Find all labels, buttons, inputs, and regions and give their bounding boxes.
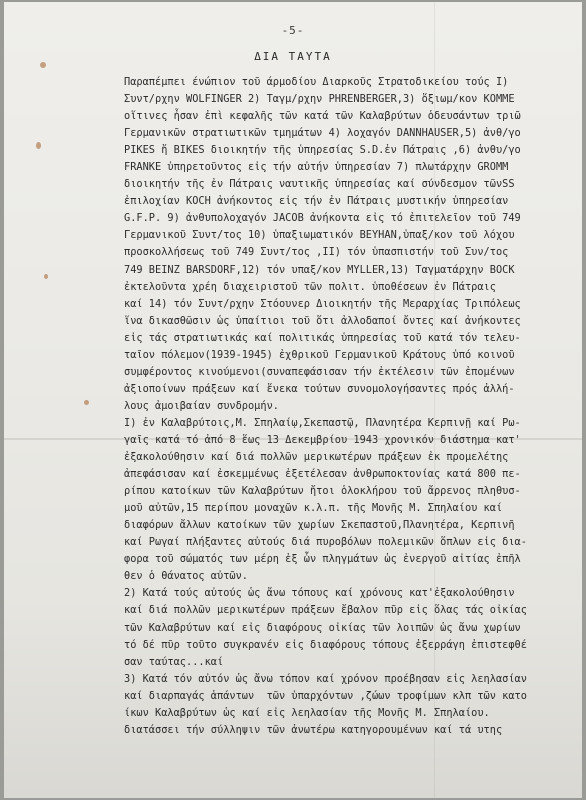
text-line: Γερμανικοῦ Συντ/τος 10) ὑπαξιωματικόν BEYHAN,ὑπαξ/κον τοῦ λόχου bbox=[124, 229, 515, 242]
text-line: τό δέ πῦρ τοῦτο συγκρανέν εἰς διαφόρους τόπους ἐξερράγη ἐπιστεφθέ bbox=[124, 638, 527, 651]
text-line: ρίπου κατοίκων τῶν Καλαβρύτων ἤτοι ὁλοκλήρου τοῦ ἄρρενος πληθυσ- bbox=[124, 485, 521, 498]
text-line: ἵνα δικασθῶσιν ὡς ὑπαίτιοι τοῦ ὅτι ἀλλοδαποί ὄντες καί ἀνήκοντες bbox=[124, 314, 521, 327]
document-heading: ΔΙΑ ΤΑΥΤΑ bbox=[254, 50, 332, 63]
text-line: ἐπιλοχίαν KOCH ἀνήκοντος εἰς τήν ἐν Πάτραις μυστικήν ὑπηρεσίαν bbox=[124, 195, 509, 208]
page-number: -5- bbox=[281, 24, 305, 37]
text-line: ἀξιοποίνων πράξεων καί ἕνεκα τούτων συνομολογήσαντες πρός ἀλλή- bbox=[124, 382, 515, 395]
text-line: διαφόρων ἄλλων κατοίκων τῶν χωρίων Σκεπαστοῦ,Πλανητέρα, Κερπινῆ bbox=[124, 519, 515, 532]
text-line: 2) Κατά τούς αὐτούς ὡς ἄνω τόπους καί χρόνους κατ'ἐξακολούθησιν bbox=[124, 587, 515, 600]
rust-stain bbox=[36, 142, 41, 149]
text-line: Παραπέμπει ένώπιον τοῦ άρμοδίου Διαρκοῦς Στρατοδικείου τούς Ι) bbox=[124, 76, 509, 88]
text-line: διοικητήν τῆς ἐν Πάτραις ναυτικῆς ὑπηρεσίας καί σύνδεσμον τῶνSS bbox=[124, 178, 515, 191]
text-line: μοῦ αὐτῶν,15 περίπου μοναχῶν κ.λ.π. τῆς Μονῆς Μ. Σπηλαίου καί bbox=[124, 502, 503, 515]
text-line: ἀπεφάσισαν καί ἐσκεμμένως ἐξετέλεσαν ἀνθρωποκτονίας κατά 800 πε- bbox=[124, 468, 521, 481]
text-line: καί διά πολλῶν μερικωτέρων πράξεων ἔβαλον πῦρ εἰς ὅλας τάς οἰκίας bbox=[124, 604, 527, 617]
text-line: καί 14) τόν Συντ/ρχην Στόουνερ Διοικητήν τῆς Μεραρχίας Τριπόλεως bbox=[124, 297, 521, 310]
text-line: καί διαρπαγάς ἁπάντων τῶν ὑπαρχόντων ,ζώων τροφίμων κλπ τῶν κατο bbox=[124, 689, 527, 702]
text-line: οἵτινες ἦσαν ἐπὶ κεφαλῆς τῶν κατά τῶν Καλαβρύτων ὁδευσάντων τριῶ bbox=[124, 110, 521, 123]
text-line: διατάσσει τήν σύλληψιν τῶν ἀνωτέρω κατηγορουμένων καί τά υτης bbox=[124, 723, 503, 736]
document-page bbox=[4, 2, 582, 798]
text-line: συμφέροντος κινούμενοι(συναπεφάσισαν τήν ἐκτέλεσιν τῶν ἐπομένων bbox=[124, 365, 515, 378]
text-line: G.F.P. 9) ἀνθυπολοχαγόν JACOB ἀνήκοντα εἰς τό ἐπιτελεῖον τοῦ 749 bbox=[124, 212, 521, 225]
text-line: ίκων Καλαβρύτων ὡς καί εἰς λεηλασίαν τῆς Μονῆς Μ. Σπηλαίου. bbox=[124, 706, 490, 719]
text-line: τῶν Καλαβρύτων καί εἰς διαφόρους οἰκίας τῶν λοιπῶν ὡς ἄνω χωρίων bbox=[124, 621, 521, 634]
text-line: 749 BEINZ BARSDORF,12) τόν υπαξ/κον MYLLER,13) Ταγματάρχην BOCK bbox=[124, 263, 515, 276]
text-line: σαν ταύτας...καί bbox=[124, 655, 224, 668]
text-line: FRANKE ὑπηρετοῦντος εἰς τήν αὐτήν ὑπηρεσίαν 7) πλωτάρχην GROMM bbox=[124, 161, 509, 174]
text-line: καί Ρωγαί πλήξαντες αὐτούς διά πυροβόλων πολεμικῶν ὅπλων εἰς δια- bbox=[124, 536, 527, 549]
text-line: Γερμανικῶν στρατιωτικῶν τμημάτων 4) λοχαγόν DANNHAUSER,5) ἀνθ/γο bbox=[124, 127, 521, 140]
text-line: Ι) ἐν Καλαβρύτοις,Μ. Σπηλαίῳ,Σκεπαστῷ, Πλανητέρα Κερπινῇ καί Ρω- bbox=[124, 416, 521, 429]
body-text bbox=[124, 74, 576, 739]
text-line: φορα τοῦ σώματός των μέρη ἐξ ὧν πληγμάτων ὡς ἐνεργοῦ αἰτίας ἐπῆλ bbox=[124, 553, 521, 566]
rust-stain bbox=[84, 400, 89, 405]
text-line: θεν ὁ θάνατος αὐτῶν. bbox=[124, 570, 248, 583]
text-line: ἐξακολούθησιν καί διά πολλῶν μερικωτέρων πράξεων ἐκ προμελέτης bbox=[124, 451, 509, 464]
text-line: προσκολλήσεως τοῦ 749 Συντ/τος ,ΙΙ) τόν ὑπασπιστήν τοῦ Συν/τος bbox=[124, 246, 509, 259]
text-line: γαῖς κατά τό ἀπό 8 ἕως 13 Δεκεμβρίου 1943 χρονικόν διάστημα κατ' bbox=[124, 433, 521, 446]
text-line: λους ἀμοιβαίαν συνδρομήν. bbox=[124, 399, 279, 412]
text-line: 3) Κατά τόν αὐτόν ὡς ἄνω τόπον καί χρόνον προέβησαν εἰς λεηλασίαν bbox=[124, 672, 527, 685]
text-line: εἰς τάς στρατιωτικάς καί πολιτικάς ὑπηρεσίας τοῦ κατά τόν τελευ- bbox=[124, 331, 521, 344]
text-line: PIKES ἤ BIKES διοικητήν τῆς ὑπηρεσίας S.D.ἐν Πάτραις ,6) ἀνθυ/γο bbox=[124, 144, 521, 157]
text-line: ἐκτελοῦντα χρέη διαχειριστοῦ τῶν πολιτ. ὑποθέσεων ἐν Πάτραις bbox=[124, 280, 496, 293]
text-line: ταῖον πόλεμον(1939-1945) ἐχθρικοῦ Γερμανικοῦ Κράτους ὑπό κοινοῦ bbox=[124, 348, 515, 361]
text-line: Συντ/ρχην WOLFINGER 2) Ταγμ/ρχην PHRENBERGER,3) ὅξιωμ/κον ΚΟΜΜΕ bbox=[124, 93, 515, 106]
rust-stain bbox=[44, 274, 48, 279]
